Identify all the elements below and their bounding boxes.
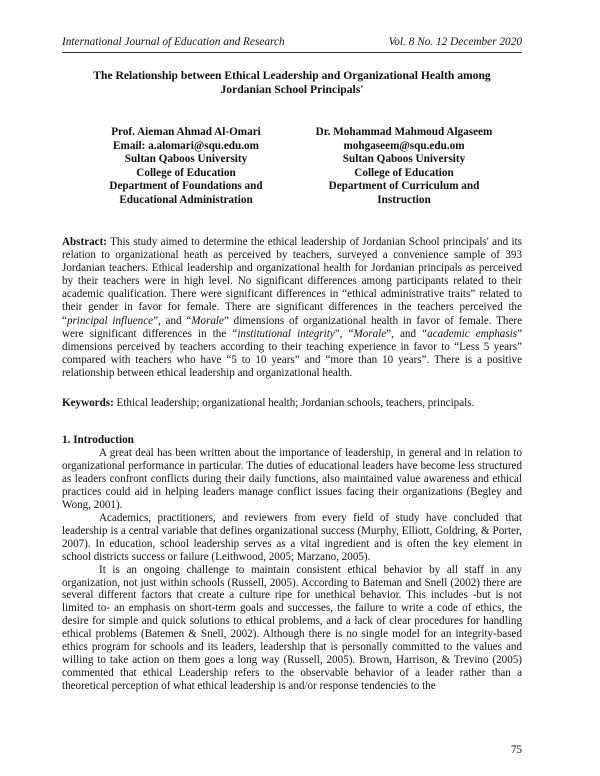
- author-email: Email: a.alomari@squ.edu.om: [113, 139, 259, 152]
- abstract-label: Abstract:: [62, 236, 107, 248]
- author-name: Dr. Mohammad Mahmoud Algaseem: [315, 126, 493, 138]
- author-name: Prof. Aieman Ahmad Al-Omari: [111, 126, 261, 138]
- abstract: [62, 236, 522, 380]
- author-university: Sultan Qaboos University: [342, 153, 466, 165]
- abstract-text: ” dimensions perceived by teachers according to their teaching experience in favor to “Less 5 years” compared with teachers who have “5 to 10 years” and “more than 10 years”. There is a positive relationship between ethical leadership and organizational health.: [62, 327, 522, 379]
- abstract-emphasis: academic emphasis: [427, 327, 518, 340]
- author-college: College of Education: [136, 166, 236, 179]
- author-email: mohgaseem@squ.edu.om: [343, 139, 465, 152]
- section-heading-introduction: 1. Introduction: [62, 434, 134, 446]
- author-college: College of Education: [354, 166, 454, 179]
- paper-title: [62, 69, 522, 97]
- abstract-text: ”, and “: [153, 314, 192, 327]
- abstract-text: ”, “: [334, 327, 354, 340]
- abstract-text: ” dimensions of organizational health in favor of female. There were significant differences in the “: [62, 314, 522, 340]
- abstract-text: ”, and “: [386, 327, 428, 340]
- running-header: [62, 36, 522, 48]
- abstract-text: This study aimed to determine the ethical leadership of Jordanian School principals' and its relation to organizational heath as perceived by teachers, surveyed a convenience sample of 393 Jordanian teachers. Ethical leadership and organizational health for Jordanian principals as perceived by their teachers were in high level. No significant differences among participants related to their academic qualification. There were significant differences in “ethical administrative traits” related to their gender in favor for female. There are significant differences in the teachers perceived the “: [62, 236, 522, 327]
- author-department: Department of Foundations and: [109, 180, 263, 192]
- abstract-emphasis: institutional integrity: [237, 327, 335, 340]
- keywords-text: Ethical leadership; organizational health; Jordanian schools, teachers, principals.: [113, 397, 475, 409]
- abstract-emphasis: Morale: [191, 314, 224, 327]
- title-line-2: Jordanian School Principals': [220, 83, 364, 96]
- author-university: Sultan Qaboos University: [124, 153, 248, 165]
- paragraph: It is an ongoing challenge to maintain consistent ethical behavior by all staff in any organization, not just within schools (Russell, 2005). According to Bateman and Snell (2002) there are several different factors that create a culture ripe for unethical behavior. This includes -but is not limited to- an emphasis on short-term goals and successes, the failure to write a code of ethics, the desire for simple and quick solutions to ethical problems, and a lack of clear procedures for handling ethical problems (Batemen & Snell, 2002). Although there is no single model for an integrity-based ethics program for schools and its leaders, leadership that is personally committed to the values and willing to take action on them goes a long way (Russell, 2005). Brown, Harrison, & Trevino (2005) commented that ethical Leadership refers to the observable behavior of a leader rather than a theoretical perception of what ethical leadership is and/or response tendencies to the: [62, 563, 522, 693]
- journal-name: International Journal of Education and Research: [62, 36, 285, 48]
- author-department-cont: Educational Administration: [119, 193, 253, 206]
- abstract-emphasis: Morale: [353, 327, 387, 340]
- paragraph: Academics, practitioners, and reviewers from every field of study have concluded that leadership is a central variable that defines organizational success (Murphy, Elliott, Goldring, & Porter, 2007). In education, school leadership serves as a vital ingredient and is often the key element in school districts success or failure (Leithwood, 2005; Marzano, 2005).: [62, 511, 522, 563]
- issue-info: Vol. 8 No. 12 December 2020: [388, 36, 522, 48]
- author-block-2: [304, 126, 504, 207]
- abstract-emphasis: principal influence: [66, 314, 154, 327]
- header-rule: [62, 52, 522, 53]
- author-block-1: [86, 126, 286, 207]
- keywords: [62, 397, 522, 410]
- keywords-label: Keywords:: [62, 397, 114, 409]
- author-department-cont: Instruction: [377, 193, 431, 206]
- title-line-1: The Relationship between Ethical Leadership and Organizational Health among: [93, 69, 491, 82]
- paragraph: A great deal has been written about the importance of leadership, in general and in relation to organizational performance in particular. The duties of educational leaders have become less structured as leaders confront conflicts during their daily functions, also maintained value awareness and ethical practices could aid in helping leaders manage conflict issues facing their organizations (Begley and Wong, 2001).: [62, 447, 522, 511]
- page-number: 75: [510, 744, 522, 756]
- author-department: Department of Curriculum and: [328, 180, 480, 192]
- introduction-body: [62, 447, 522, 693]
